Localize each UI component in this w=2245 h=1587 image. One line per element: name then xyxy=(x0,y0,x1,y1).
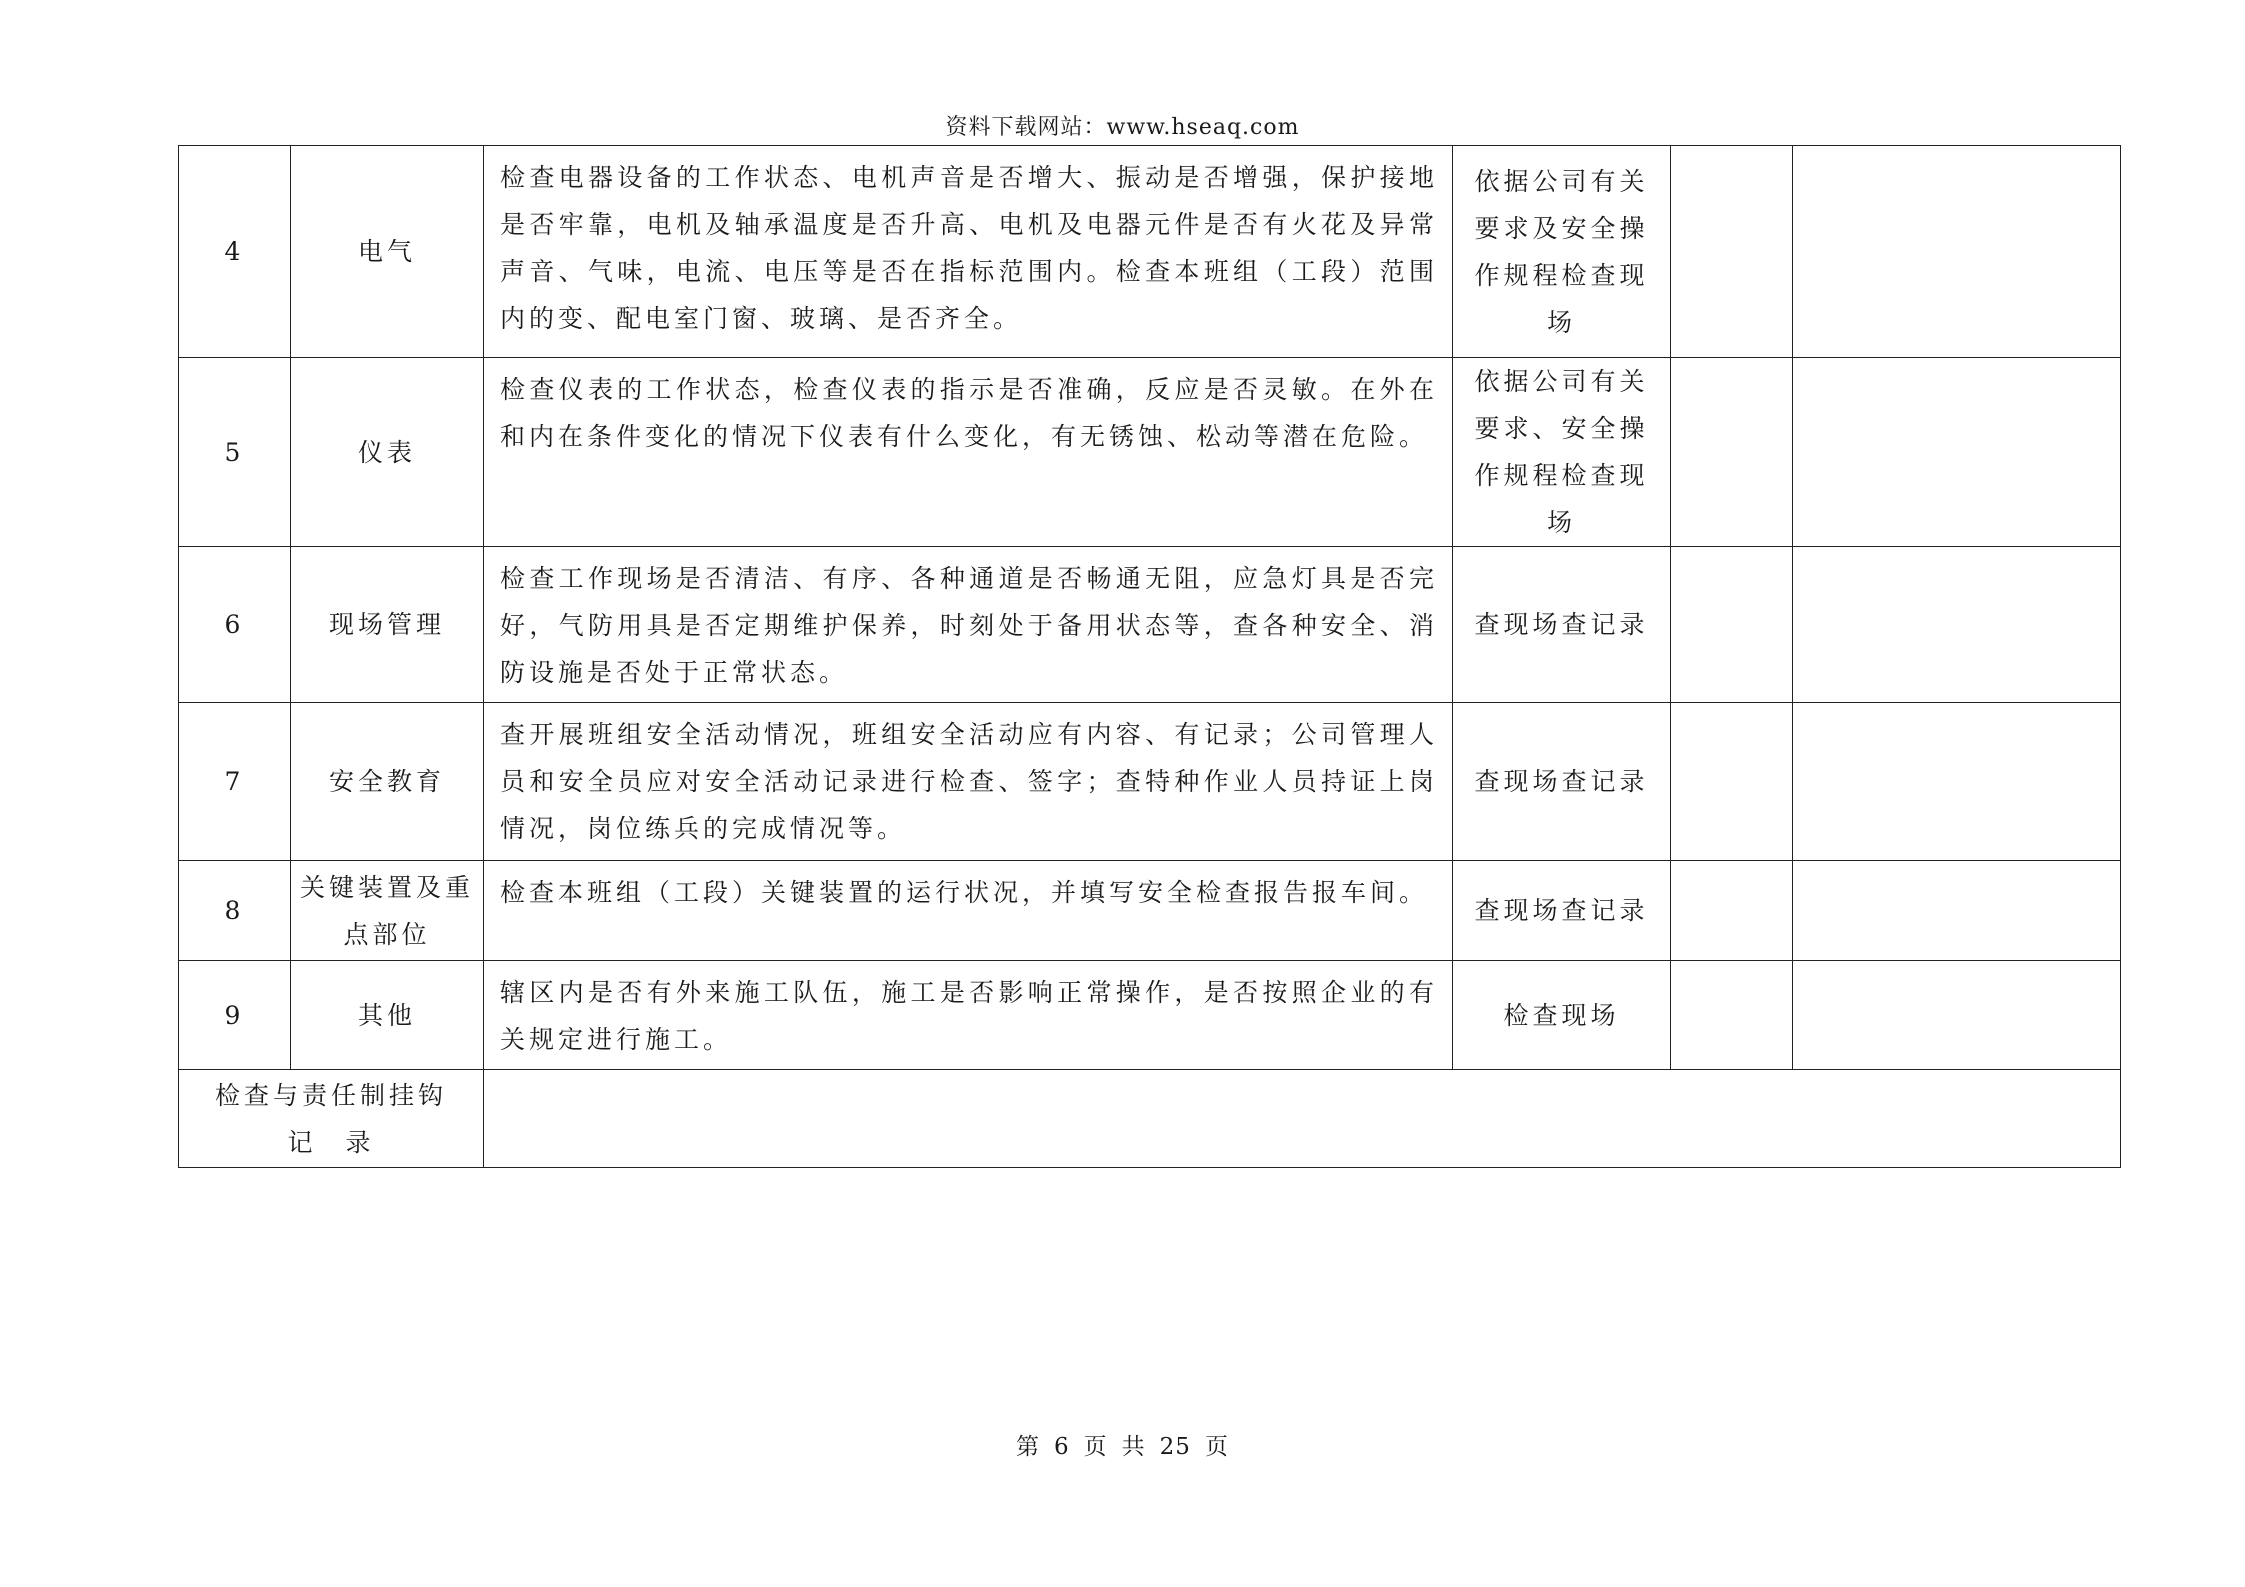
remark-cell[interactable] xyxy=(1793,358,2121,547)
remark-cell[interactable] xyxy=(1793,703,2121,861)
result-cell[interactable] xyxy=(1671,961,1793,1070)
row-number: 8 xyxy=(179,861,291,961)
check-content: 检查电器设备的工作状态、电机声音是否增大、振动是否增强，保护接地是否牢靠，电机及轴承温度是否升高、电机及电器元件是否有火花及异常声音、气味，电流、电压等是否在指标范围内。检查本班组（工段）范围内的变、配电室门窗、玻璃、是否齐全。 xyxy=(484,146,1453,358)
table-row xyxy=(179,547,2121,703)
page-footer xyxy=(0,1432,2245,1462)
check-item: 电气 xyxy=(291,146,484,358)
record-label xyxy=(179,1070,484,1168)
record-value-cell[interactable] xyxy=(484,1070,2121,1168)
check-method: 检查现场 xyxy=(1453,961,1671,1070)
table-row xyxy=(179,961,2121,1070)
result-cell[interactable] xyxy=(1671,146,1793,358)
remark-cell[interactable] xyxy=(1793,961,2121,1070)
remark-cell[interactable] xyxy=(1793,146,2121,358)
check-item: 安全教育 xyxy=(291,703,484,861)
footer-prefix: 第 xyxy=(1016,1434,1041,1460)
row-number: 7 xyxy=(179,703,291,861)
total-page-count: 25 xyxy=(1159,1434,1191,1460)
row-number: 4 xyxy=(179,146,291,358)
table-row xyxy=(179,146,2121,358)
check-content: 辖区内是否有外来施工队伍，施工是否影响正常操作，是否按照企业的有关规定进行施工。 xyxy=(484,961,1453,1070)
inspection-table xyxy=(178,145,2121,1168)
check-method: 查现场查记录 xyxy=(1453,703,1671,861)
footer-page-word: 页 xyxy=(1083,1434,1108,1460)
table-row xyxy=(179,703,2121,861)
check-method: 查现场查记录 xyxy=(1453,547,1671,703)
row-number: 6 xyxy=(179,547,291,703)
result-cell[interactable] xyxy=(1671,861,1793,961)
check-item: 仪表 xyxy=(291,358,484,547)
record-label-line2: 记 录 xyxy=(287,1127,375,1157)
check-method: 依据公司有关要求、安全操作规程检查现场 xyxy=(1453,358,1671,547)
result-cell[interactable] xyxy=(1671,703,1793,861)
result-cell[interactable] xyxy=(1671,547,1793,703)
check-method: 依据公司有关要求及安全操作规程检查现场 xyxy=(1453,146,1671,358)
table-row xyxy=(179,861,2121,961)
check-item: 关键装置及重点部位 xyxy=(291,861,484,961)
record-row xyxy=(179,1070,2121,1168)
check-content: 检查工作现场是否清洁、有序、各种通道是否畅通无阻，应急灯具是否完好，气防用具是否定期维护保养，时刻处于备用状态等，查各种安全、消防设施是否处于正常状态。 xyxy=(484,547,1453,703)
check-method: 查现场查记录 xyxy=(1453,861,1671,961)
check-content: 查开展班组安全活动情况，班组安全活动应有内容、有记录；公司管理人员和安全员应对安全活动记录进行检查、签字；查特种作业人员持证上岗情况，岗位练兵的完成情况等。 xyxy=(484,703,1453,861)
table-row xyxy=(179,358,2121,547)
result-cell[interactable] xyxy=(1671,358,1793,547)
footer-suffix: 页 xyxy=(1204,1434,1229,1460)
row-number: 9 xyxy=(179,961,291,1070)
check-item: 现场管理 xyxy=(291,547,484,703)
record-label-line1: 检查与责任制挂钩 xyxy=(214,1080,447,1110)
check-content: 检查本班组（工段）关键装置的运行状况，并填写安全检查报告报车间。 xyxy=(484,861,1453,961)
page-header xyxy=(0,113,2245,143)
remark-cell[interactable] xyxy=(1793,861,2121,961)
check-item: 其他 xyxy=(291,961,484,1070)
remark-cell[interactable] xyxy=(1793,547,2121,703)
row-number: 5 xyxy=(179,358,291,547)
footer-total-word: 共 xyxy=(1121,1434,1146,1460)
header-text: 资料下载网站：www.hseaq.com xyxy=(945,115,1300,140)
check-content: 检查仪表的工作状态，检查仪表的指示是否准确，反应是否灵敏。在外在和内在条件变化的情况下仪表有什么变化，有无锈蚀、松动等潜在危险。 xyxy=(484,358,1453,547)
current-page-number: 6 xyxy=(1054,1434,1070,1460)
